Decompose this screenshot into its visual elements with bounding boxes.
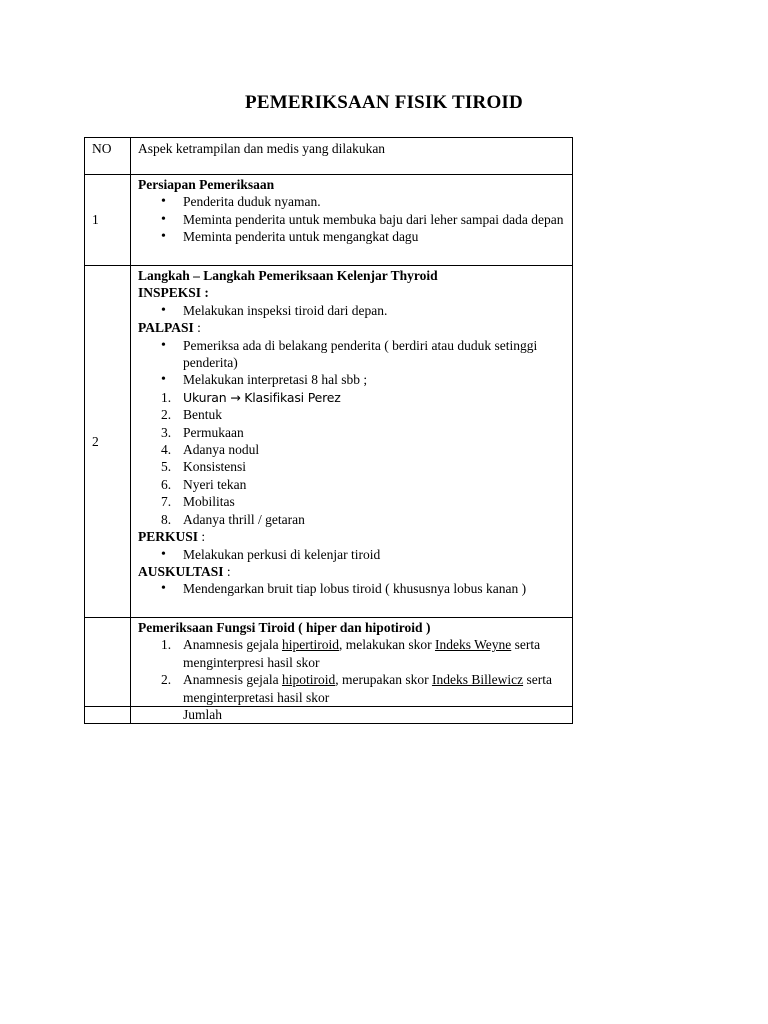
item-text: Mobilitas <box>183 494 235 510</box>
item-number: 7. <box>161 494 172 510</box>
list-item: • Penderita duduk nyaman. <box>138 193 569 210</box>
checklist-table <box>84 137 573 724</box>
list-item <box>138 458 569 475</box>
section-heading: Pemeriksaan Fungsi Tiroid ( hiper dan hipotiroid ) <box>138 620 431 635</box>
table-row <box>85 266 573 618</box>
item-text: Bentuk <box>183 407 222 423</box>
item-number: 4. <box>161 442 172 458</box>
list-item <box>138 511 569 528</box>
header-no-label: NO <box>92 141 112 156</box>
item-text: Anamnesis gejala <box>183 672 282 688</box>
hipotiroid-link[interactable]: hipotiroid <box>281 672 336 688</box>
bullet-list <box>138 546 569 563</box>
item-text: Anamnesis gejala <box>183 637 282 653</box>
auskultasi-heading <box>138 563 569 580</box>
list-item <box>138 424 569 441</box>
palpasi-label: PALPASI <box>138 320 194 336</box>
auskultasi-label: AUSKULTASI <box>138 563 224 579</box>
item-number: 2. <box>161 407 172 423</box>
indeks-weyne-link[interactable]: Indeks Weyne <box>434 637 512 653</box>
item-text: Ukuran → Klasifikasi Perez <box>183 389 341 405</box>
table-header-row <box>85 138 573 175</box>
item-number: 8. <box>161 511 172 527</box>
table-row-total <box>85 707 573 724</box>
header-no-cell <box>85 138 131 175</box>
item-text: Permukaan <box>183 424 244 440</box>
list-item: • Melakukan inspeksi tiroid dari depan. <box>138 302 569 319</box>
table-row <box>85 618 573 707</box>
item-number: 6. <box>161 476 172 492</box>
item-text: , melakukan skor <box>338 637 435 653</box>
list-item <box>138 636 569 671</box>
section-heading: Persiapan Pemeriksaan <box>138 177 275 192</box>
document-title: PEMERIKSAAN FISIK TIROID <box>245 92 523 113</box>
section-heading: Langkah – Langkah Pemeriksaan Kelenjar Thyroid <box>138 268 438 283</box>
item-text: serta menginterpresi hasil skor <box>183 637 541 670</box>
list-item <box>138 493 569 510</box>
row-content-cell <box>131 707 573 724</box>
hipertiroid-link[interactable]: hipertiroid <box>281 637 339 653</box>
bullet-list <box>138 193 569 245</box>
item-text: Adanya nodul <box>183 442 260 458</box>
row-content-cell <box>131 175 573 266</box>
row-number-cell <box>85 618 131 707</box>
row-number-cell <box>85 175 131 266</box>
item-text: Adanya thrill / getaran <box>183 511 305 527</box>
row-number: 2 <box>92 433 99 449</box>
item-text: Konsistensi <box>183 459 247 475</box>
item-text: serta menginterpretasi hasil skor <box>183 672 552 705</box>
item-number: 5. <box>161 459 172 475</box>
header-aspect-cell <box>131 138 573 175</box>
perkusi-heading <box>138 528 569 545</box>
total-label: Jumlah <box>183 707 222 723</box>
list-item: • Mendengarkan bruit tiap lobus tiroid ( khususnya lobus kanan ) <box>138 580 569 597</box>
inspeksi-label: INSPEKSI : <box>138 285 209 301</box>
item-number: 1. <box>161 389 172 405</box>
list-item <box>138 406 569 423</box>
bullet-list <box>138 302 569 319</box>
list-item <box>138 441 569 458</box>
row-number: 1 <box>92 212 99 228</box>
palpasi-heading <box>138 319 569 336</box>
numbered-list <box>138 389 569 528</box>
list-item <box>138 389 569 406</box>
auskultasi-colon: : <box>223 563 231 579</box>
perkusi-colon: : <box>198 529 206 545</box>
item-number: 1. <box>161 637 172 653</box>
row-number-cell <box>85 707 131 724</box>
list-item: • Pemeriksa ada di belakang penderita ( berdiri atau duduk setinggi penderita) <box>138 337 569 372</box>
row-number-cell <box>85 266 131 618</box>
list-item <box>138 476 569 493</box>
perkusi-label: PERKUSI <box>138 529 199 545</box>
table-row <box>85 175 573 266</box>
item-number: 3. <box>161 424 172 440</box>
item-number: 2. <box>161 672 172 688</box>
row-content-cell <box>131 266 573 618</box>
palpasi-colon: : <box>193 320 201 336</box>
header-aspect-label: Aspek ketrampilan dan medis yang dilakukan <box>138 141 386 156</box>
indeks-billewicz-link[interactable]: Indeks Billewicz <box>431 672 524 688</box>
list-item: • Meminta penderita untuk mengangkat dagu <box>138 228 569 245</box>
row-content-cell <box>131 618 573 707</box>
numbered-list <box>138 636 569 706</box>
bullet-list <box>138 337 569 389</box>
list-item: • Melakukan perkusi di kelenjar tiroid <box>138 546 569 563</box>
list-item: • Meminta penderita untuk membuka baju dari leher sampai dada depan <box>138 211 569 228</box>
bullet-list <box>138 580 569 597</box>
list-item: • Melakukan interpretasi 8 hal sbb ; <box>138 371 569 388</box>
item-text: , merupakan skor <box>335 672 432 688</box>
list-item <box>138 671 569 706</box>
item-text: Nyeri tekan <box>183 476 247 492</box>
